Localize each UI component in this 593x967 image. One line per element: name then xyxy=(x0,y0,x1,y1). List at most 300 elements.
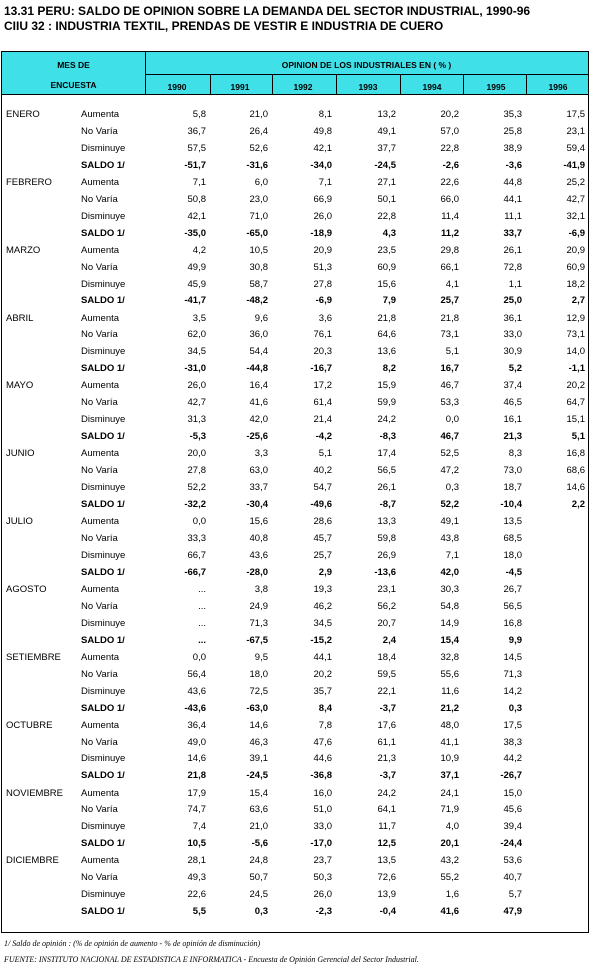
month-name: OCTUBRE xyxy=(6,719,53,731)
value-cell: 45,7 xyxy=(313,533,332,544)
value-cell: -4,5 xyxy=(505,566,522,578)
value-cell: 47,9 xyxy=(503,906,522,918)
value-cell: 21,8 xyxy=(187,770,206,782)
value-cell: -3,6 xyxy=(505,159,522,171)
saldo-label: SALDO 1/ xyxy=(81,227,125,239)
value-cell: 16,8 xyxy=(566,448,585,460)
value-cell: 26,4 xyxy=(249,125,268,137)
value-cell: 50,1 xyxy=(377,193,396,205)
value-cell: 42,1 xyxy=(187,210,206,222)
value-cell: 54,8 xyxy=(440,600,459,612)
value-cell: 9,6 xyxy=(254,312,268,324)
value-cell: 22,8 xyxy=(377,210,396,222)
table-header xyxy=(1,51,589,95)
value-cell: -43,6 xyxy=(184,702,206,714)
value-cell: 56,5 xyxy=(503,600,522,612)
value-cell: -41,7 xyxy=(184,295,206,307)
value-cell: 41,1 xyxy=(440,736,459,748)
value-cell: -48,2 xyxy=(246,295,268,307)
value-cell: -18,9 xyxy=(310,227,332,239)
value-cell: 7,1 xyxy=(318,176,332,188)
value-cell: 32,1 xyxy=(566,210,585,222)
value-cell: 61,4 xyxy=(313,397,332,409)
value-cell: 44,6 xyxy=(313,753,332,765)
value-cell: 26,9 xyxy=(377,549,396,561)
value-cell: 5,8 xyxy=(192,109,206,120)
value-cell: 50,8 xyxy=(187,193,206,205)
value-cell: 46,7 xyxy=(440,380,459,392)
value-cell: 14,0 xyxy=(566,346,585,358)
value-cell: 62,0 xyxy=(187,329,206,341)
opinion-label: Aumenta xyxy=(81,651,120,663)
opinion-label: Disminuye xyxy=(81,482,126,494)
value-cell: 58,7 xyxy=(249,278,268,290)
value-cell: -24,5 xyxy=(374,159,396,171)
saldo-label: SALDO 1/ xyxy=(81,770,125,782)
value-cell: 56,5 xyxy=(377,465,396,477)
value-cell: 26,0 xyxy=(187,380,206,392)
value-cell: 38,3 xyxy=(503,736,522,748)
saldo-label: SALDO 1/ xyxy=(81,702,125,714)
value-cell: 16,0 xyxy=(313,787,332,799)
value-cell: 27,8 xyxy=(313,278,332,290)
value-cell: 49,8 xyxy=(313,125,332,137)
value-cell: -35,0 xyxy=(184,227,206,239)
value-cell: -6,9 xyxy=(568,227,585,239)
value-cell: 61,1 xyxy=(377,736,396,748)
value-cell: 43,6 xyxy=(249,549,268,561)
value-cell: -31,6 xyxy=(246,159,268,171)
value-cell: 68,5 xyxy=(503,533,522,544)
value-cell: 31,3 xyxy=(187,414,206,426)
opinion-label: Aumenta xyxy=(81,787,120,799)
value-cell: 20,3 xyxy=(313,346,332,358)
month-name: DICIEMBRE xyxy=(6,855,59,867)
value-cell: 64,7 xyxy=(566,397,585,409)
value-cell: 59,8 xyxy=(377,533,396,544)
opinion-label: Disminuye xyxy=(81,142,126,154)
value-cell: -10,4 xyxy=(500,498,522,510)
value-cell: 28,6 xyxy=(313,516,332,528)
value-cell: -41,9 xyxy=(563,159,585,171)
value-cell: 15,0 xyxy=(503,787,522,799)
opinion-label: Disminuye xyxy=(81,753,126,765)
value-cell: 21,3 xyxy=(503,431,522,443)
opinion-label: No Varía xyxy=(81,533,118,544)
value-cell: 14,6 xyxy=(566,482,585,494)
value-cell: 15,1 xyxy=(566,414,585,426)
saldo-label: SALDO 1/ xyxy=(81,363,125,375)
value-cell: 42,0 xyxy=(440,566,459,578)
value-cell: 13,5 xyxy=(503,516,522,528)
value-cell: 25,7 xyxy=(313,549,332,561)
value-cell: 53,3 xyxy=(440,397,459,409)
value-cell: 46,3 xyxy=(249,736,268,748)
value-cell: 10,5 xyxy=(249,244,268,256)
value-cell: 33,0 xyxy=(313,821,332,833)
value-cell: 60,9 xyxy=(377,261,396,273)
value-cell: 5,7 xyxy=(508,889,522,901)
value-cell: 26,0 xyxy=(313,210,332,222)
value-cell: 3,5 xyxy=(192,312,206,324)
value-cell: 39,1 xyxy=(249,753,268,765)
value-cell: 72,5 xyxy=(249,685,268,697)
value-cell: 3,3 xyxy=(254,448,268,460)
value-cell: 26,0 xyxy=(313,889,332,901)
month-name: MARZO xyxy=(6,244,41,256)
table-title: 13.31 PERU: SALDO DE OPINION SOBRE LA DEMANDA DEL SECTOR INDUSTRIAL, 1990-96 xyxy=(4,4,531,18)
value-cell: 54,4 xyxy=(249,346,268,358)
value-cell: 11,1 xyxy=(504,210,522,222)
value-cell: -6,9 xyxy=(315,295,332,307)
value-cell: 3,8 xyxy=(254,583,268,595)
value-cell: 23,1 xyxy=(566,125,585,137)
value-cell: 59,5 xyxy=(377,668,396,680)
value-cell: 21,4 xyxy=(313,414,332,426)
value-cell: 27,8 xyxy=(187,465,206,477)
value-cell: 5,2 xyxy=(508,363,522,375)
header-year-divider xyxy=(210,74,211,94)
value-cell: 40,8 xyxy=(249,533,268,544)
value-cell: 76,1 xyxy=(313,329,332,341)
value-cell: 14,6 xyxy=(249,719,268,731)
opinion-label: Aumenta xyxy=(81,583,120,595)
saldo-label: SALDO 1/ xyxy=(81,566,125,578)
value-cell: 60,9 xyxy=(566,261,585,273)
value-cell: 16,4 xyxy=(249,380,268,392)
value-cell: 28,1 xyxy=(187,855,206,867)
value-cell: 25,7 xyxy=(440,295,459,307)
value-cell: 56,4 xyxy=(187,668,206,680)
value-cell: 14,5 xyxy=(503,651,522,663)
value-cell: 40,2 xyxy=(313,465,332,477)
value-cell: 49,0 xyxy=(187,736,206,748)
value-cell: 14,6 xyxy=(187,753,206,765)
value-cell: 22,6 xyxy=(440,176,459,188)
value-cell: 46,5 xyxy=(503,397,522,409)
value-cell: 7,9 xyxy=(382,295,396,307)
opinion-label: Disminuye xyxy=(81,346,126,358)
header-group-rule xyxy=(145,74,588,75)
value-cell: -17,0 xyxy=(310,838,332,850)
opinion-label: No Varía xyxy=(81,668,118,680)
value-cell: 11,6 xyxy=(441,685,459,697)
value-cell: 64,6 xyxy=(377,329,396,341)
value-cell: 1,6 xyxy=(445,889,459,901)
value-cell: -4,2 xyxy=(315,431,332,443)
opinion-label: Disminuye xyxy=(81,617,126,629)
value-cell: 15,4 xyxy=(440,634,459,646)
value-cell: 40,7 xyxy=(503,872,522,884)
value-cell: 42,0 xyxy=(249,414,268,426)
header-year-1990: 1990 xyxy=(167,82,187,92)
value-cell: 36,4 xyxy=(187,719,206,731)
value-cell: 49,3 xyxy=(187,872,206,884)
value-cell: -2,3 xyxy=(315,906,332,918)
value-cell: 2,9 xyxy=(318,566,332,578)
saldo-label: SALDO 1/ xyxy=(81,431,125,443)
value-cell: 24,2 xyxy=(377,414,396,426)
value-cell: 57,5 xyxy=(187,142,206,154)
month-name: ENERO xyxy=(6,109,40,120)
value-cell: 29,8 xyxy=(440,244,459,256)
value-cell: 7,4 xyxy=(192,821,206,833)
value-cell: 50,7 xyxy=(249,872,268,884)
value-cell: -28,0 xyxy=(246,566,268,578)
value-cell: 66,7 xyxy=(187,549,206,561)
value-cell: 23,7 xyxy=(313,855,332,867)
value-cell: 48,0 xyxy=(440,719,459,731)
value-cell: 7,8 xyxy=(318,719,332,731)
value-cell: 7,1 xyxy=(445,549,459,561)
value-cell: 23,1 xyxy=(377,583,396,595)
value-cell: 2,4 xyxy=(382,634,396,646)
value-cell: 0,3 xyxy=(508,702,522,714)
month-name: NOVIEMBRE xyxy=(6,787,64,799)
value-cell: 18,2 xyxy=(566,278,585,290)
value-cell: 45,6 xyxy=(503,804,522,816)
value-cell: 4,1 xyxy=(445,278,459,290)
value-cell: 17,2 xyxy=(313,380,332,392)
value-cell: 44,8 xyxy=(503,176,522,188)
value-cell: -34,0 xyxy=(310,159,332,171)
value-cell: 56,2 xyxy=(377,600,396,612)
value-cell: 43,2 xyxy=(440,855,459,867)
opinion-label: Disminuye xyxy=(81,210,126,222)
value-cell: 30,8 xyxy=(249,261,268,273)
value-cell: 46,2 xyxy=(313,600,332,612)
value-cell: -3,7 xyxy=(379,770,396,782)
month-name: AGOSTO xyxy=(6,583,47,595)
value-cell: 20,2 xyxy=(440,109,459,120)
value-cell: 44,1 xyxy=(313,651,332,663)
opinion-label: No Varía xyxy=(81,872,118,884)
value-cell: 13,2 xyxy=(377,109,396,120)
value-cell: 23,5 xyxy=(377,244,396,256)
value-cell: 5,1 xyxy=(571,431,585,443)
value-cell: 43,6 xyxy=(187,685,206,697)
value-cell: 59,4 xyxy=(566,142,585,154)
value-cell: 66,1 xyxy=(440,261,459,273)
value-cell: 8,2 xyxy=(382,363,396,375)
opinion-label: Aumenta xyxy=(81,448,120,460)
saldo-label: SALDO 1/ xyxy=(81,295,125,307)
value-cell: 19,3 xyxy=(313,583,332,595)
value-cell: 0,0 xyxy=(192,516,206,528)
value-cell: -26,7 xyxy=(500,770,522,782)
value-cell: 24,5 xyxy=(249,889,268,901)
value-cell: 13,9 xyxy=(377,889,396,901)
value-cell: 55,2 xyxy=(440,872,459,884)
value-cell: 24,9 xyxy=(249,600,268,612)
header-year-divider xyxy=(400,74,401,94)
header-year-1993: 1993 xyxy=(358,82,378,92)
value-cell: 17,5 xyxy=(503,719,522,731)
value-cell: 16,8 xyxy=(503,617,522,629)
value-cell: 46,7 xyxy=(440,431,459,443)
value-cell: 34,5 xyxy=(313,617,332,629)
month-name: SETIEMBRE xyxy=(6,651,61,663)
value-cell: 52,6 xyxy=(249,142,268,154)
table-subtitle: CIIU 32 : INDUSTRIA TEXTIL, PRENDAS DE VESTIR E INDUSTRIA DE CUERO xyxy=(4,19,444,33)
value-cell: 43,8 xyxy=(440,533,459,544)
opinion-label: Disminuye xyxy=(81,889,126,901)
opinion-label: Disminuye xyxy=(81,685,126,697)
value-cell: 6,0 xyxy=(254,176,268,188)
value-cell: 52,5 xyxy=(440,448,459,460)
value-cell: 24,8 xyxy=(249,855,268,867)
value-cell: 35,3 xyxy=(503,109,522,120)
value-cell: 11,2 xyxy=(441,227,459,239)
value-cell: -49,6 xyxy=(310,498,332,510)
value-cell: 10,5 xyxy=(187,838,206,850)
value-cell: 71,0 xyxy=(249,210,268,222)
opinion-label: No Varía xyxy=(81,329,118,341)
value-cell: 13,6 xyxy=(377,346,396,358)
value-cell: -5,3 xyxy=(189,431,206,443)
value-cell: 12,9 xyxy=(566,312,585,324)
value-cell: -24,5 xyxy=(246,770,268,782)
value-cell: 44,2 xyxy=(503,753,522,765)
value-cell: 20,9 xyxy=(313,244,332,256)
value-cell: 30,3 xyxy=(440,583,459,595)
value-cell: -44,8 xyxy=(246,363,268,375)
saldo-label: SALDO 1/ xyxy=(81,498,125,510)
value-cell: 68,6 xyxy=(566,465,585,477)
header-month-label-2: ENCUESTA xyxy=(50,80,97,90)
header-group-label: OPINION DE LOS INDUSTRIALES EN ( % ) xyxy=(281,60,452,70)
value-cell: 47,6 xyxy=(313,736,332,748)
value-cell: 20,9 xyxy=(566,244,585,256)
header-year-1995: 1995 xyxy=(486,82,506,92)
value-cell: 10,9 xyxy=(440,753,459,765)
value-cell: -51,7 xyxy=(184,159,206,171)
value-cell: ... xyxy=(198,583,206,595)
value-cell: 21,0 xyxy=(249,109,268,120)
value-cell: -66,7 xyxy=(184,566,206,578)
opinion-label: No Varía xyxy=(81,736,118,748)
value-cell: 8,4 xyxy=(318,702,332,714)
value-cell: 4,0 xyxy=(445,821,459,833)
value-cell: 34,5 xyxy=(187,346,206,358)
opinion-label: No Varía xyxy=(81,600,118,612)
value-cell: 36,7 xyxy=(187,125,206,137)
value-cell: 73,1 xyxy=(440,329,459,341)
value-cell: -3,7 xyxy=(379,702,396,714)
opinion-label: Disminuye xyxy=(81,278,126,290)
saldo-label: SALDO 1/ xyxy=(81,159,125,171)
value-cell: 38,9 xyxy=(503,142,522,154)
value-cell: 15,9 xyxy=(377,380,396,392)
value-cell: 73,1 xyxy=(566,329,585,341)
value-cell: 15,6 xyxy=(377,278,396,290)
value-cell: 42,1 xyxy=(313,142,332,154)
value-cell: -1,1 xyxy=(568,363,585,375)
header-year-divider xyxy=(336,74,337,94)
header-month-label-1: MES DE xyxy=(57,60,90,70)
value-cell: 20,2 xyxy=(566,380,585,392)
value-cell: -2,6 xyxy=(442,159,459,171)
opinion-label: No Varía xyxy=(81,397,118,409)
value-cell: -31,0 xyxy=(184,363,206,375)
opinion-label: No Varía xyxy=(81,465,118,477)
value-cell: 71,9 xyxy=(440,804,459,816)
value-cell: 18,7 xyxy=(503,482,522,494)
value-cell: 20,7 xyxy=(377,617,396,629)
header-year-divider xyxy=(463,74,464,94)
value-cell: 74,7 xyxy=(187,804,206,816)
value-cell: -13,6 xyxy=(374,566,396,578)
value-cell: 49,1 xyxy=(377,125,396,137)
value-cell: 63,0 xyxy=(249,465,268,477)
value-cell: -24,4 xyxy=(500,838,522,850)
value-cell: 41,6 xyxy=(249,397,268,409)
header-year-1994: 1994 xyxy=(422,82,442,92)
value-cell: 52,2 xyxy=(187,482,206,494)
opinion-label: No Varía xyxy=(81,261,118,273)
month-name: MAYO xyxy=(6,380,34,392)
value-cell: 2,2 xyxy=(571,498,585,510)
value-cell: 37,4 xyxy=(503,380,522,392)
value-cell: 33,3 xyxy=(187,533,206,544)
value-cell: 72,8 xyxy=(503,261,522,273)
value-cell: -30,4 xyxy=(246,498,268,510)
value-cell: 11,7 xyxy=(378,821,396,833)
opinion-label: Aumenta xyxy=(81,380,120,392)
value-cell: 14,2 xyxy=(503,685,522,697)
value-cell: 26,7 xyxy=(503,583,522,595)
opinion-label: Disminuye xyxy=(81,821,126,833)
value-cell: 8,3 xyxy=(508,448,522,460)
value-cell: 14,9 xyxy=(440,617,459,629)
value-cell: ... xyxy=(198,634,206,646)
month-name: ABRIL xyxy=(6,312,34,324)
value-cell: 4,3 xyxy=(382,227,396,239)
value-cell: 20,2 xyxy=(313,668,332,680)
header-year-1991: 1991 xyxy=(230,82,250,92)
value-cell: 71,3 xyxy=(503,668,522,680)
opinion-label: No Varía xyxy=(81,193,118,205)
opinion-label: Disminuye xyxy=(81,549,126,561)
value-cell: 21,0 xyxy=(249,821,268,833)
header-divider xyxy=(145,52,146,94)
value-cell: 20,1 xyxy=(440,838,459,850)
value-cell: 36,1 xyxy=(503,312,522,324)
value-cell: ... xyxy=(198,600,206,612)
month-name: JULIO xyxy=(6,516,33,528)
value-cell: 16,1 xyxy=(503,414,522,426)
value-cell: -63,0 xyxy=(246,702,268,714)
value-cell: -5,6 xyxy=(251,838,268,850)
opinion-label: No Varía xyxy=(81,804,118,816)
value-cell: 11,4 xyxy=(441,210,459,222)
value-cell: 15,4 xyxy=(249,787,268,799)
header-year-1996: 1996 xyxy=(548,82,568,92)
value-cell: 54,7 xyxy=(313,482,332,494)
value-cell: 30,9 xyxy=(503,346,522,358)
value-cell: -8,3 xyxy=(379,431,396,443)
value-cell: 7,1 xyxy=(192,176,206,188)
opinion-label: Disminuye xyxy=(81,414,126,426)
opinion-label: Aumenta xyxy=(81,176,120,188)
value-cell: 41,6 xyxy=(440,906,459,918)
value-cell: 23,0 xyxy=(249,193,268,205)
month-name: JUNIO xyxy=(6,448,35,460)
value-cell: 24,2 xyxy=(377,787,396,799)
value-cell: 13,3 xyxy=(377,516,396,528)
value-cell: 13,5 xyxy=(377,855,396,867)
value-cell: 37,7 xyxy=(377,142,396,154)
